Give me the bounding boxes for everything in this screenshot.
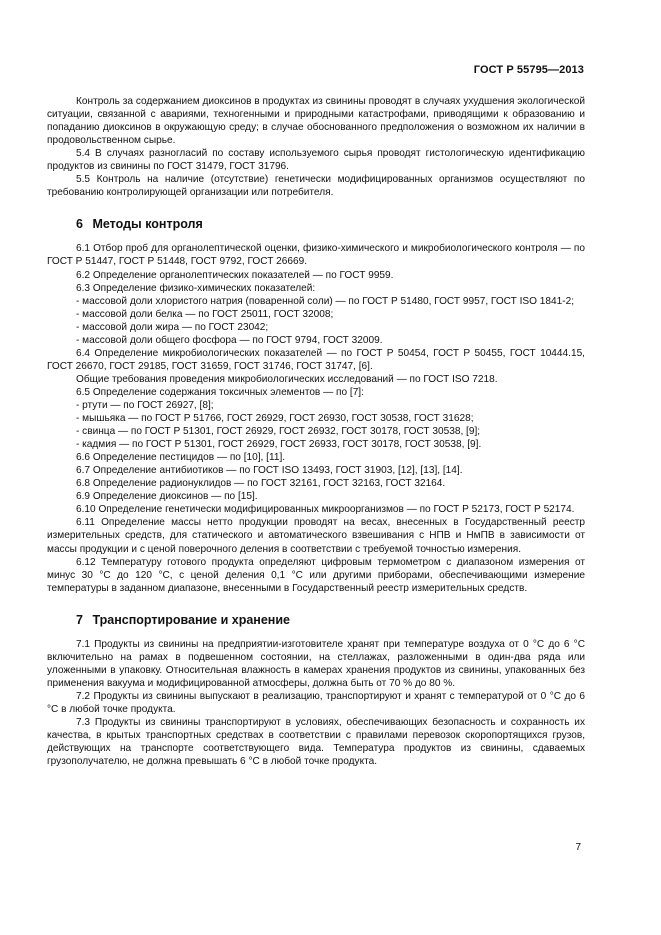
paragraph-6-9: 6.9 Определение диоксинов — по [15]. <box>76 491 258 503</box>
paragraph-6-11: 6.11 Определение массы нетто продукции проводят на весах, внесенных в Государственный реестр измерительных средств, для статического и автоматического взвешивания с НПВ и НмПВ в зависимости от массы продукции и с ценой поверочного деления в соответствии с требуемой точностью измерения. <box>47 517 585 555</box>
page-content <box>47 95 585 768</box>
paragraph-6-10: 6.10 Определение генетически модифицированных микроорганизмов — по ГОСТ Р 52173, ГОСТ Р 52174. <box>76 504 575 516</box>
paragraph-general-requirements: Общие требования проведения микробиологических исследований — по ГОСТ ISO 7218. <box>76 373 498 385</box>
paragraph-6-8: 6.8 Определение радионуклидов — по ГОСТ 32161, ГОСТ 32163, ГОСТ 32164. <box>76 478 446 490</box>
paragraph-dioxin-control: Контроль за содержанием диоксинов в продуктах из свинины проводят в случаях ухудшения экологической ситуации, связанной с авариями, техногенными и природными катастрофами, приводящими к образованию и попаданию диоксинов в окружающую среду; в случае обоснованного предположения о возможном их наличии в продовольственном сырье. <box>47 96 585 147</box>
standard-header: ГОСТ Р 55795—2013 <box>473 64 584 76</box>
list-item-phosphorus: - массовой доли общего фосфора — по ГОСТ 9794, ГОСТ 32009. <box>76 334 383 346</box>
paragraph-6-7: 6.7 Определение антибиотиков — по ГОСТ ISO 13493, ГОСТ 31903, [12], [13], [14]. <box>76 465 463 477</box>
list-item-cadmium: - кадмия — по ГОСТ Р 51301, ГОСТ 26929, ГОСТ 26933, ГОСТ 30178, ГОСТ 30538, [9]. <box>76 439 482 451</box>
paragraph-7-1: 7.1 Продукты из свинины на предприятии-изготовителе хранят при температуре воздуха от 0 °C до 6 °C включительно на рамах в подвешенном состоянии, на стеллажах, разложенными в один-два ряда или уложенными в упаковку. Относительная влажность в камерах хранения продуктов из свинины, упакованных без применения вакуума и модифицированной атмосферы, должна быть от 70 % до 80 %. <box>47 638 585 689</box>
section-7-title: Транспортирование и хранение <box>92 612 290 627</box>
list-item-mercury: - ртути — по ГОСТ 26927, [8]; <box>76 399 214 411</box>
paragraph-6-4: 6.4 Определение микробиологических показателей — по ГОСТ Р 50454, ГОСТ Р 50455, ГОСТ 10444.15, ГОСТ 26670, ГОСТ 29185, ГОСТ 31659, ГОСТ 31746, ГОСТ 31747, [6]. <box>47 347 585 372</box>
list-item-salt: - массовой доли хлористого натрия (поваренной соли) — по ГОСТ Р 51480, ГОСТ 9957, ГОСТ ISO 1841-2; <box>76 295 575 307</box>
section-7-number: 7 <box>76 612 83 627</box>
page-number: 7 <box>575 842 581 853</box>
paragraph-7-3: 7.3 Продукты из свинины транспортируют в условиях, обеспечивающих безопасность и сохранность их качества, в крытых транспортных средствах в соответствии с правилами перевозок скоропортящихся грузов, действующих на транспорте соответствующего вида. Температура продуктов из свинины, сдаваемых грузополучателю, не должна превышать 6 °C в любой точке продукта. <box>47 717 585 768</box>
section-7-heading <box>76 614 585 627</box>
paragraph-6-5: 6.5 Определение содержания токсичных элементов — по [7]: <box>76 386 364 398</box>
paragraph-7-2: 7.2 Продукты из свинины выпускают в реализацию, транспортируют и хранят с температурой от 0 °C до 6 °C в любой точке продукта. <box>47 690 585 715</box>
section-6-heading <box>76 218 585 231</box>
section-6-title: Методы контроля <box>92 217 203 232</box>
paragraph-6-1: 6.1 Отбор проб для органолептической оценки, физико-химического и микробиологического контроля — по ГОСТ Р 51447, ГОСТ Р 51448, ГОСТ 9792, ГОСТ 26669. <box>47 243 585 268</box>
list-item-arsenic: - мышьяка — по ГОСТ Р 51766, ГОСТ 26929, ГОСТ 26930, ГОСТ 30538, ГОСТ 31628; <box>76 413 474 425</box>
paragraph-6-2: 6.2 Определение органолептических показателей — по ГОСТ 9959. <box>76 269 394 281</box>
paragraph-6-12: 6.12 Температуру готового продукта определяют цифровым термометром с диапазоном измерения от минус 30 °C до 120 °C, с ценой деления 0,1 °C или другими приборами, обеспечивающими измерение температуры в заданном диапазоне, внесенными в Государственный реестр измерительных средств. <box>47 556 585 594</box>
list-item-protein: - массовой доли белка — по ГОСТ 25011, ГОСТ 32008; <box>76 308 334 320</box>
paragraph-6-6: 6.6 Определение пестицидов — по [10], [11]. <box>76 452 286 464</box>
paragraph-6-3: 6.3 Определение физико-химических показателей: <box>76 282 316 294</box>
section-6-number: 6 <box>76 217 83 232</box>
list-item-fat: - массовой доли жира — по ГОСТ 23042; <box>76 321 269 333</box>
list-item-lead: - свинца — по ГОСТ Р 51301, ГОСТ 26929, ГОСТ 26932, ГОСТ 30178, ГОСТ 30538, [9]; <box>76 426 481 438</box>
paragraph-5-5: 5.5 Контроль на наличие (отсутствие) генетически модифицированных организмов осуществляют по требованию контролирующей организации или потребителя. <box>47 174 585 199</box>
paragraph-5-4: 5.4 В случаях разногласий по составу используемого сырья проводят гистологическую идентификацию продуктов из свинины по ГОСТ 31479, ГОСТ 31796. <box>47 148 585 173</box>
